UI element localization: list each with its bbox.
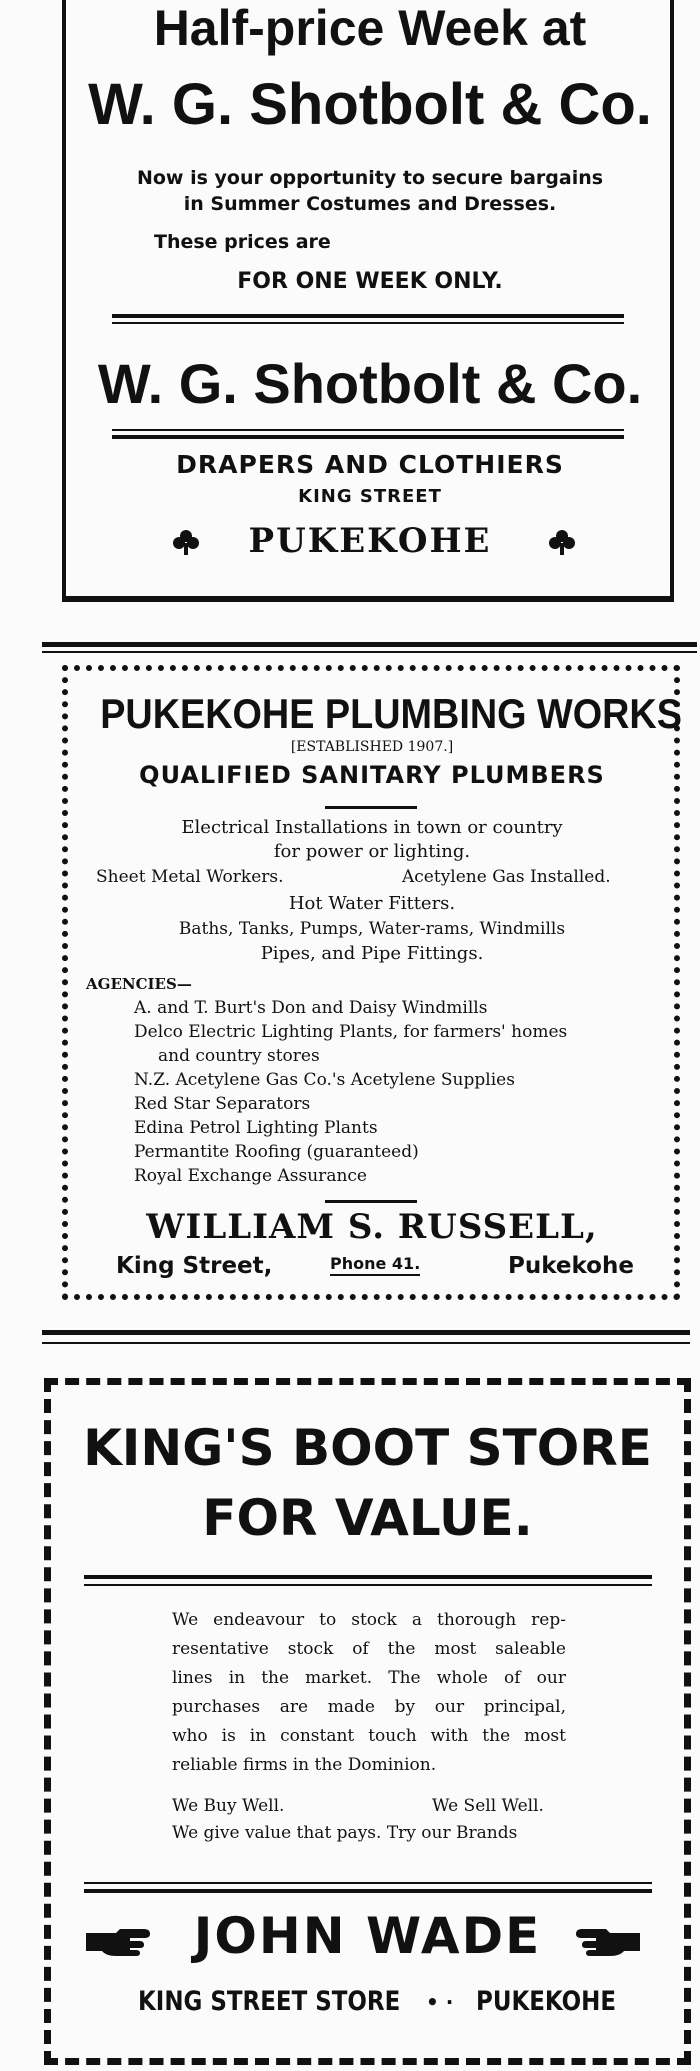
ad1-headline-firm: W. G. Shotbolt & Co. [88, 72, 652, 137]
column-rule-1 [42, 642, 697, 647]
ad2-town: Pukekohe [508, 1253, 634, 1279]
club-ornament-icon [548, 528, 576, 556]
ad3-proprietor: JOHN WADE [193, 1907, 542, 1965]
ad3-divider-top-b [84, 1584, 652, 1586]
ad1-divider-top-b [112, 322, 624, 324]
ad1-body-line-1: Now is your opportunity to secure bargains [136, 167, 604, 189]
ad3-body-line-3: lines in the market. The whole of our [172, 1668, 566, 1688]
ad2-agencies-heading: AGENCIES— [86, 975, 192, 993]
ad2-subtitle: QUALIFIED SANITARY PLUMBERS [139, 761, 605, 789]
ad2-street: King Street, [116, 1253, 273, 1279]
ad1-headline-top: Half-price Week at [153, 0, 587, 56]
ad3-body-line-1: We endeavour to stock a thorough rep- [172, 1610, 566, 1630]
ad2-short-divider [325, 806, 417, 809]
ad3-body-line-4: purchases are made by our principal, [172, 1697, 566, 1717]
ad1-divider-bottom-a [112, 429, 624, 431]
ad1-divider-top-a [112, 314, 624, 318]
ad2-phone: Phone 41. [330, 1254, 420, 1276]
ad2-short-divider-2 [325, 1200, 417, 1203]
ad2-line-5: Baths, Tanks, Pumps, Water-rams, Windmills [178, 919, 566, 939]
ad2-line-4: Hot Water Fitters. [288, 893, 456, 914]
ad1-firm-name: W. G. Shotbolt & Co. [97, 352, 643, 415]
ad1-body-line-3: These prices are [154, 231, 331, 253]
ad3-divider-bottom-b [84, 1889, 652, 1893]
list-item: Delco Electric Lighting Plants, for farmers' homes [134, 1022, 568, 1042]
ad2-line-1: Electrical Installations in town or country [181, 817, 563, 838]
list-item: N.Z. Acetylene Gas Co.'s Acetylene Supplies [134, 1070, 515, 1090]
ad3-sell: We Sell Well. [432, 1796, 544, 1816]
ad3-divider-top-a [84, 1575, 652, 1579]
list-item: Royal Exchange Assurance [134, 1166, 367, 1186]
ad2-established: [ESTABLISHED 1907.] [290, 739, 454, 755]
ad1-body-line-2: in Summer Costumes and Dresses. [183, 193, 557, 215]
list-item: Edina Petrol Lighting Plants [134, 1118, 378, 1138]
ad3-divider-bottom-a [84, 1882, 652, 1884]
ad1-body-line-4: FOR ONE WEEK ONLY. [237, 269, 503, 294]
ad2-line-2: for power or lighting. [273, 841, 471, 862]
ad3-town: PUKEKOHE [476, 1986, 617, 2017]
ad1-street: KING STREET [298, 486, 442, 507]
ad3-title-line-2: FOR VALUE. [202, 1489, 533, 1547]
ad3-separator-dots: • · [426, 1990, 454, 2014]
ad3-buy: We Buy Well. [172, 1796, 285, 1816]
ad2-proprietor: WILLIAM S. RUSSELL, [146, 1207, 598, 1247]
ad3-title-line-1: KING'S BOOT STORE [83, 1419, 652, 1477]
ad1-town: PUKEKOHE [248, 521, 492, 561]
ad3-store: KING STREET STORE [138, 1986, 401, 2017]
column-rule-2b [42, 1342, 690, 1344]
ad3-value: We give value that pays. Try our Brands [172, 1823, 518, 1843]
ad1-divider-bottom-b [112, 435, 624, 439]
ad1-trade: DRAPERS AND CLOTHIERS [176, 450, 564, 479]
ad3-body-line-2: resentative stock of the most saleable [172, 1639, 566, 1659]
ad2-line-3b: Acetylene Gas Installed. [402, 867, 611, 887]
ad3-body-line-6: reliable firms in the Dominion. [172, 1755, 437, 1775]
list-item: A. and T. Burt's Don and Daisy Windmills [134, 998, 488, 1018]
ad3-body-line-5: who is in constant touch with the most [172, 1726, 566, 1746]
list-item: Permantite Roofing (guaranteed) [134, 1142, 419, 1162]
column-rule-2 [42, 1330, 690, 1335]
list-item: and country stores [158, 1046, 320, 1066]
column-rule-1b [42, 651, 697, 653]
ad2-line-3a: Sheet Metal Workers. [96, 867, 284, 887]
ad2-line-6: Pipes, and Pipe Fittings. [260, 943, 484, 964]
list-item: Red Star Separators [134, 1094, 311, 1114]
ad2-title: PUKEKOHE PLUMBING WORKS [100, 690, 682, 737]
pointing-hand-icon [568, 1925, 640, 1959]
